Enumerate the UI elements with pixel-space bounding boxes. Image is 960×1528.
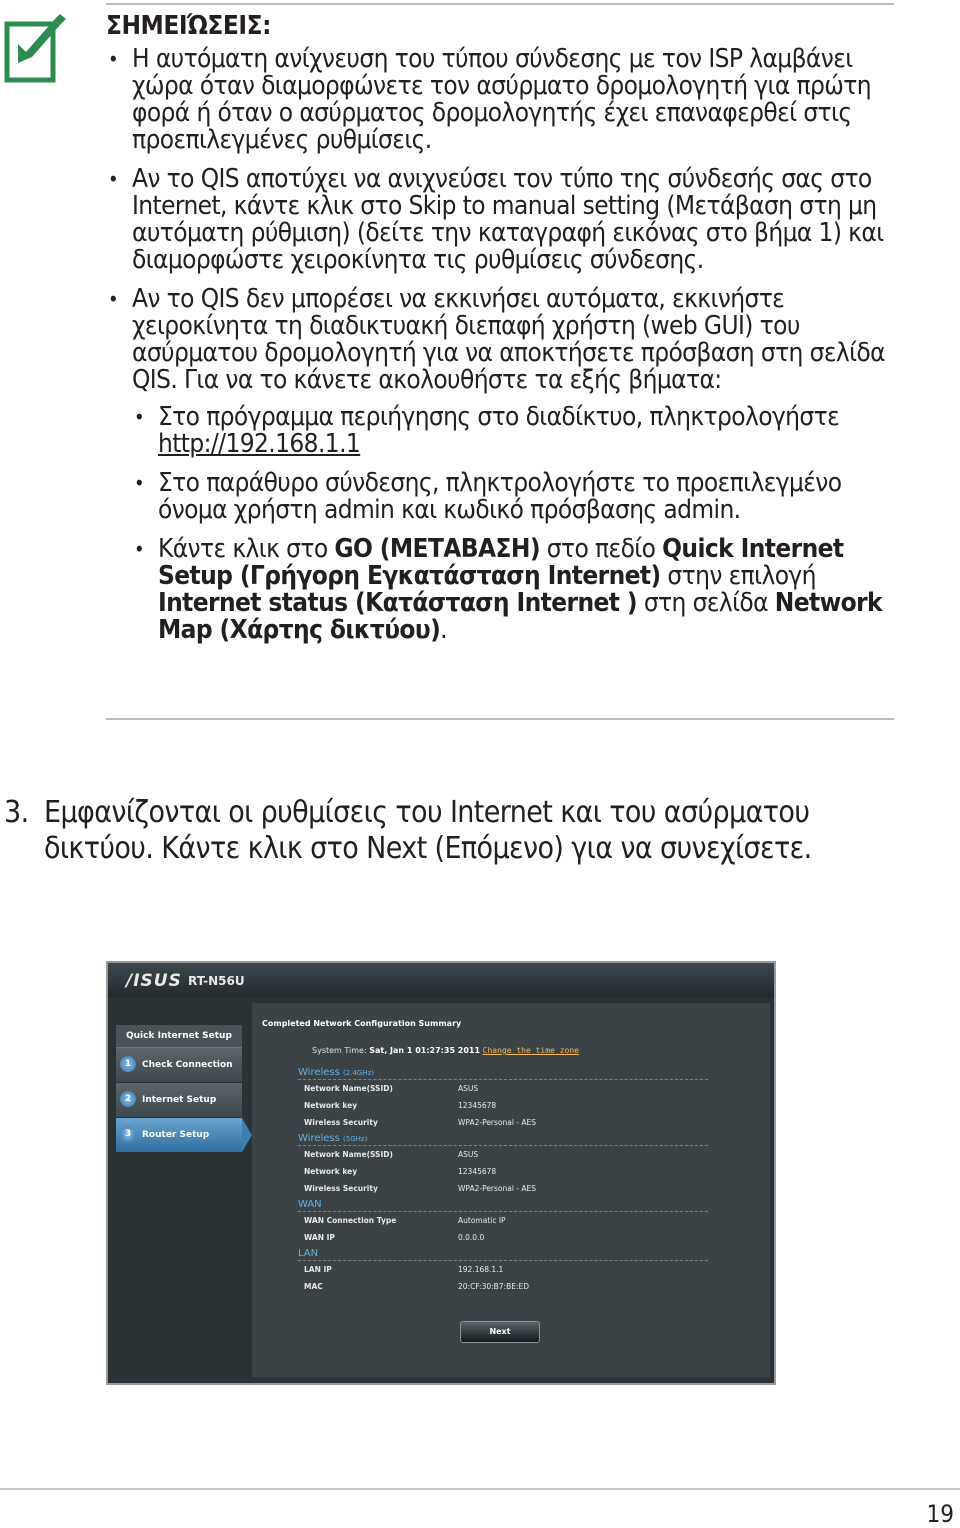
note-pencil-icon <box>4 10 68 88</box>
row-value: ASUS <box>458 1084 479 1093</box>
row-value: WPA2-Personal - AES <box>458 1118 537 1127</box>
step-2-icon: 2 <box>120 1091 136 1107</box>
system-time-label: System Time: <box>312 1046 370 1055</box>
section-wireless-24 <box>298 1065 708 1080</box>
router-model: RT-N56U <box>188 974 245 988</box>
row-value: 12345678 <box>458 1101 497 1110</box>
system-time <box>312 1046 579 1055</box>
notes-top-divider <box>106 3 894 5</box>
step-1-icon: 1 <box>120 1056 136 1072</box>
s3-c: στο πεδίο <box>539 534 663 564</box>
row-key: Network Name(SSID) <box>304 1084 393 1093</box>
table-row <box>298 1146 708 1163</box>
table-row <box>298 1180 708 1197</box>
s3-i: . <box>440 615 447 645</box>
row-key: Network Name(SSID) <box>304 1150 393 1159</box>
note-bullet-1: • Η αυτόματη ανίχνευση του τύπου σύνδεσης με τον ISP λαμβάνει χώρα όταν διαμορφώνετε τον ασύρματο δρομολογητή για πρώτη φορά ή όταν ο ασύρματος δρομολογητής έχει επαναφερθεί στις προεπιλεγμένες ρυθμίσεις. <box>106 46 906 154</box>
s3-a: Κάντε κλικ στο <box>158 534 335 564</box>
section-wan <box>298 1197 708 1212</box>
table-row <box>298 1163 708 1180</box>
section-lan <box>298 1246 708 1261</box>
page-number: 19 <box>926 1500 954 1528</box>
row-key: WAN IP <box>304 1233 335 1242</box>
table-row <box>298 1080 708 1097</box>
s3-e: στην επιλογή <box>660 561 816 591</box>
row-key: MAC <box>304 1282 323 1291</box>
router-sidebar <box>116 1025 242 1153</box>
row-key: WAN Connection Type <box>304 1216 397 1225</box>
step-number: 3. <box>4 795 29 830</box>
table-row <box>298 1261 708 1278</box>
row-value: 20:CF:30:B7:BE:ED <box>458 1282 530 1291</box>
sidebar-title: Quick Internet Setup <box>116 1025 242 1048</box>
sidebar-item-internet-setup[interactable] <box>116 1083 242 1118</box>
row-key: Wireless Security <box>304 1184 378 1193</box>
section-title: Wireless <box>298 1133 340 1144</box>
router-url-link[interactable]: http://192.168.1.1 <box>158 429 361 459</box>
note-bullet-2: • Αν το QIS αποτύχει να ανιχνεύσει τον τύπο της σύνδεσής σας στο Internet, κάντε κλικ στο Skip to manual setting (Μετάβαση στη μη αυτόματη ρύθμιση) (δείτε την καταγραφή εικόνας στο βήμα 1) και διαμορφώστε χειροκίνητα τις ρυθμίσεις σύνδεσης. <box>106 166 906 274</box>
table-row <box>298 1097 708 1114</box>
row-value: 12345678 <box>458 1167 497 1176</box>
step-3 <box>4 795 884 867</box>
table-row <box>298 1212 708 1229</box>
row-value: Automatic IP <box>458 1216 506 1225</box>
table-row <box>298 1278 708 1295</box>
notes-block <box>106 8 906 656</box>
router-screenshot <box>106 961 776 1385</box>
notes-list <box>106 46 906 644</box>
row-key: LAN IP <box>304 1265 332 1274</box>
row-value: 192.168.1.1 <box>458 1265 504 1274</box>
sidebar-item-check-connection[interactable] <box>116 1048 242 1083</box>
section-wireless-5 <box>298 1131 708 1146</box>
router-header <box>108 963 774 997</box>
sub-bullet-1-text: Στο πρόγραμμα περιήγησης στο διαδίκτυο, πληκτρολογήστε <box>158 402 840 432</box>
footer-divider <box>0 1488 960 1490</box>
notes-sublist <box>132 404 906 644</box>
sidebar-item-label: Router Setup <box>142 1130 210 1140</box>
sub-bullet-2: • Στο παράθυρο σύνδεσης, πληκτρολογήστε το προεπιλεγμένο όνομα χρήστη admin και κωδικό πρόσβασης admin. <box>132 470 906 524</box>
row-key: Network key <box>304 1167 358 1176</box>
row-value: WPA2-Personal - AES <box>458 1184 537 1193</box>
sub-bullet-1 <box>132 404 906 458</box>
row-value: ASUS <box>458 1150 479 1159</box>
s3-qis: Quick Internet Setup (Γρήγορη Εγκατάσταση Internet) <box>158 534 844 591</box>
asus-logo: /ISUS <box>126 971 182 991</box>
step-3-icon: 3 <box>120 1126 136 1142</box>
section-title: Wireless <box>298 1067 340 1078</box>
s3-go: GO (ΜΕΤΑΒΑΣΗ) <box>334 534 540 564</box>
notes-bottom-divider <box>106 718 894 720</box>
s3-g: στη σελίδα <box>637 588 775 618</box>
change-time-zone-link[interactable]: Change the time zone <box>482 1046 579 1055</box>
router-content <box>252 1003 770 1377</box>
sidebar-item-label: Internet Setup <box>142 1095 217 1105</box>
row-key: Wireless Security <box>304 1118 378 1127</box>
note-bullet-3 <box>106 286 906 644</box>
section-title: LAN <box>298 1248 319 1259</box>
sub-bullet-3 <box>132 536 906 644</box>
table-row <box>298 1229 708 1246</box>
sidebar-item-label: Check Connection <box>142 1060 233 1070</box>
s3-status: Internet status (Κατάσταση Internet ) <box>158 588 637 618</box>
notes-title: ΣΗΜΕΙΏΣΕΙΣ: <box>106 11 271 41</box>
row-value: 0.0.0.0 <box>458 1233 485 1242</box>
section-sub: (2.4GHz) <box>343 1069 374 1077</box>
section-title: WAN <box>298 1199 322 1210</box>
next-button[interactable]: Next <box>460 1321 540 1343</box>
table-row <box>298 1114 708 1131</box>
row-key: Network key <box>304 1101 358 1110</box>
step-text: Εμφανίζονται οι ρυθμίσεις του Internet και του ασύρματου δικτύου. Κάντε κλικ στο Next (Επόμενο) για να συνεχίσετε. <box>44 795 812 866</box>
s3-map: Network Map (Χάρτης δικτύου) <box>158 588 882 645</box>
note-bullet-3-text: Αν το QIS δεν μπορέσει να εκκινήσει αυτόματα, εκκινήστε χειροκίνητα τη διαδικτυακή διεπαφή χρήστη (web GUI) του ασύρματου δρομολογητή για να αποκτήσετε πρόσβαση στη σελίδα QIS. Για να το κάνετε ακολουθήστε τα εξής βήματα: <box>132 284 885 395</box>
system-time-value: Sat, Jan 1 01:27:35 2011 <box>369 1046 481 1055</box>
summary-title: Completed Network Configuration Summary <box>262 1019 462 1028</box>
summary-table <box>298 1065 708 1295</box>
section-sub: (5GHz) <box>343 1135 368 1143</box>
sidebar-item-router-setup[interactable] <box>116 1118 242 1153</box>
